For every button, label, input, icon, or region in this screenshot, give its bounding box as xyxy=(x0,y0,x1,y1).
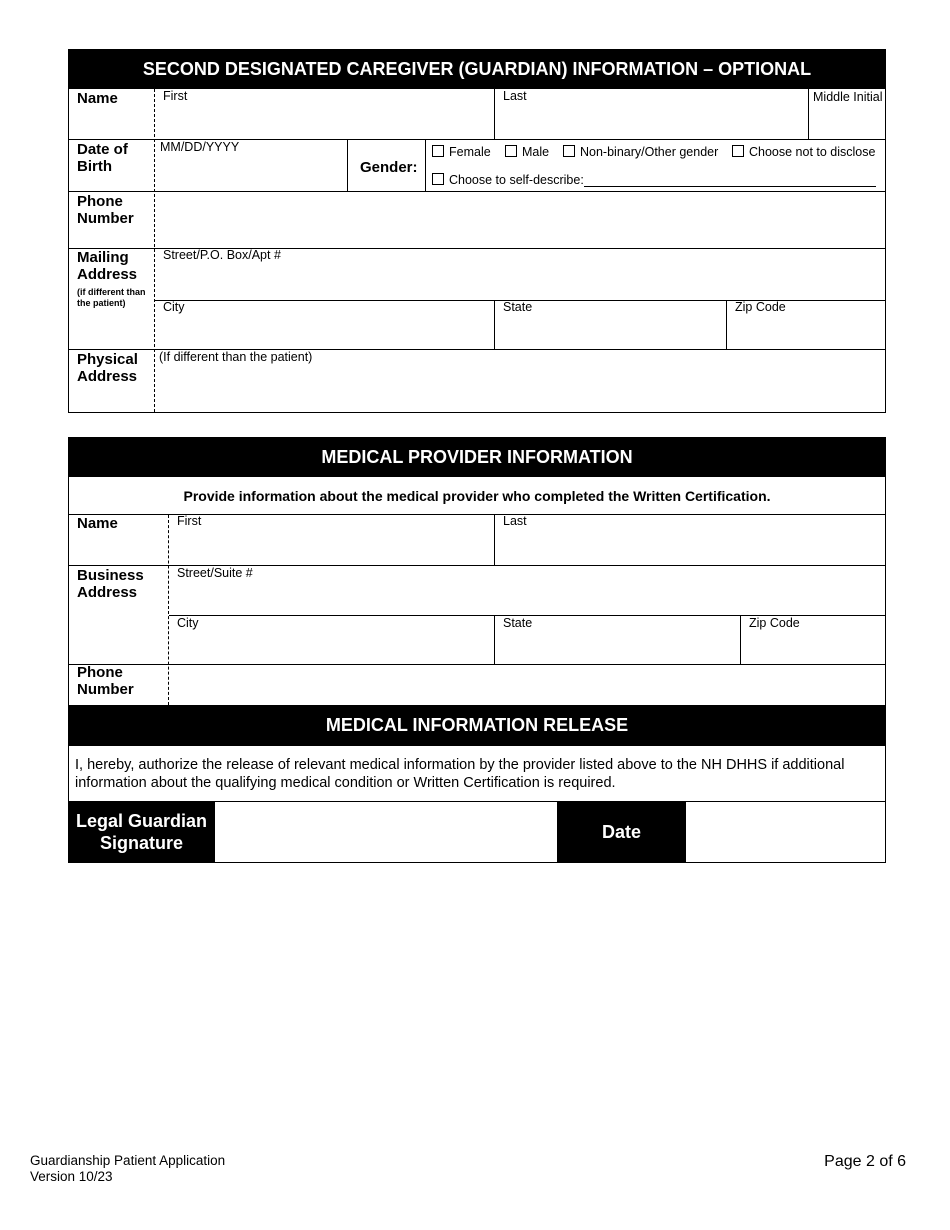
caregiver-city-input[interactable] xyxy=(156,315,493,348)
provider-street-hint: Street/Suite # xyxy=(177,566,253,580)
provider-title-text: MEDICAL PROVIDER INFORMATION xyxy=(321,446,633,467)
footer-form-name: Guardianship Patient Application xyxy=(30,1153,226,1168)
gender-option-female[interactable]: Female xyxy=(432,145,491,159)
footer-version: Version 10/23 xyxy=(30,1169,113,1184)
caregiver-physical-input[interactable] xyxy=(156,366,884,411)
provider-first-name-input[interactable] xyxy=(170,529,493,564)
provider-street-input[interactable] xyxy=(170,581,884,614)
provider-city-input[interactable] xyxy=(170,631,493,663)
self-describe-input[interactable] xyxy=(584,174,876,187)
caregiver-physical-label: Physical Address xyxy=(77,351,138,385)
release-title-text: MEDICAL INFORMATION RELEASE xyxy=(325,715,629,735)
caregiver-section-title xyxy=(68,49,886,89)
gender-option-not-disclose[interactable]: Choose not to disclose xyxy=(732,145,875,159)
date-label: Date xyxy=(557,801,686,863)
provider-section-title xyxy=(68,437,886,477)
provider-state-input[interactable] xyxy=(496,631,739,663)
provider-last-name-input[interactable] xyxy=(496,529,884,564)
caregiver-dob-input[interactable] xyxy=(156,155,346,189)
caregiver-street-hint: Street/P.O. Box/Apt # xyxy=(163,248,281,262)
male-checkbox[interactable] xyxy=(505,145,517,157)
caregiver-state-input[interactable] xyxy=(496,315,725,348)
caregiver-city-hint: City xyxy=(163,300,185,314)
caregiver-street-input[interactable] xyxy=(156,263,884,299)
caregiver-middle-hint: Middle Initial xyxy=(813,90,883,104)
signature-input[interactable] xyxy=(216,803,556,861)
gender-option-nonbinary[interactable]: Non-binary/Other gender xyxy=(563,145,718,159)
provider-name-label: Name xyxy=(77,515,118,532)
caregiver-dob-hint: MM/DD/YYYY xyxy=(160,140,240,154)
provider-zip-hint: Zip Code xyxy=(749,616,800,630)
caregiver-dob-label: Date of Birth xyxy=(77,141,128,175)
caregiver-physical-hint: (If different than the patient) xyxy=(159,350,313,364)
provider-last-hint: Last xyxy=(503,514,527,528)
caregiver-phone-input[interactable] xyxy=(156,193,884,247)
nonbinary-checkbox[interactable] xyxy=(563,145,575,157)
caregiver-first-hint: First xyxy=(163,89,188,103)
self-describe-checkbox[interactable] xyxy=(432,173,444,185)
caregiver-middle-initial-input[interactable] xyxy=(810,106,884,138)
footer-page-number: Page 2 of 6 xyxy=(824,1153,906,1170)
provider-phone-label: Phone Number xyxy=(77,664,134,698)
gender-option-self-describe[interactable]: Choose to self-describe: xyxy=(432,173,584,187)
caregiver-name-label: Name xyxy=(77,90,118,107)
release-statement: I, hereby, authorize the release of relevant medical information by the provider listed above to the NH DHHS if additional information about the qualifying medical condition or Written Certification is required. xyxy=(75,757,845,791)
provider-instruction: Provide information about the medical provider who completed the Written Certification. xyxy=(183,487,771,504)
female-checkbox[interactable] xyxy=(432,145,444,157)
date-input[interactable] xyxy=(687,803,884,861)
release-section-title xyxy=(68,705,886,746)
caregiver-zip-hint: Zip Code xyxy=(735,300,786,314)
gender-option-male[interactable]: Male xyxy=(505,145,549,159)
caregiver-last-name-input[interactable] xyxy=(496,103,807,137)
provider-phone-input[interactable] xyxy=(170,666,884,704)
caregiver-first-name-input[interactable] xyxy=(156,103,493,137)
caregiver-mailing-note: (if different than the patient) xyxy=(77,287,146,308)
provider-first-hint: First xyxy=(177,514,202,528)
caregiver-title-text: SECOND DESIGNATED CAREGIVER (GUARDIAN) INFORMATION – OPTIONAL xyxy=(142,58,812,79)
provider-business-label: Business Address xyxy=(77,567,144,601)
caregiver-last-hint: Last xyxy=(503,89,527,103)
signature-label: Legal Guardian Signature xyxy=(68,801,215,863)
caregiver-gender-label: Gender: xyxy=(360,159,418,176)
caregiver-state-hint: State xyxy=(503,300,533,314)
provider-city-hint: City xyxy=(177,616,199,630)
provider-zip-input[interactable] xyxy=(742,631,884,663)
caregiver-phone-label: Phone Number xyxy=(77,193,134,227)
footer-form-info xyxy=(30,1153,225,1185)
caregiver-mailing-label: Mailing Address xyxy=(77,249,138,283)
caregiver-zip-input[interactable] xyxy=(728,315,884,348)
not-disclose-checkbox[interactable] xyxy=(732,145,744,157)
provider-state-hint: State xyxy=(503,616,533,630)
